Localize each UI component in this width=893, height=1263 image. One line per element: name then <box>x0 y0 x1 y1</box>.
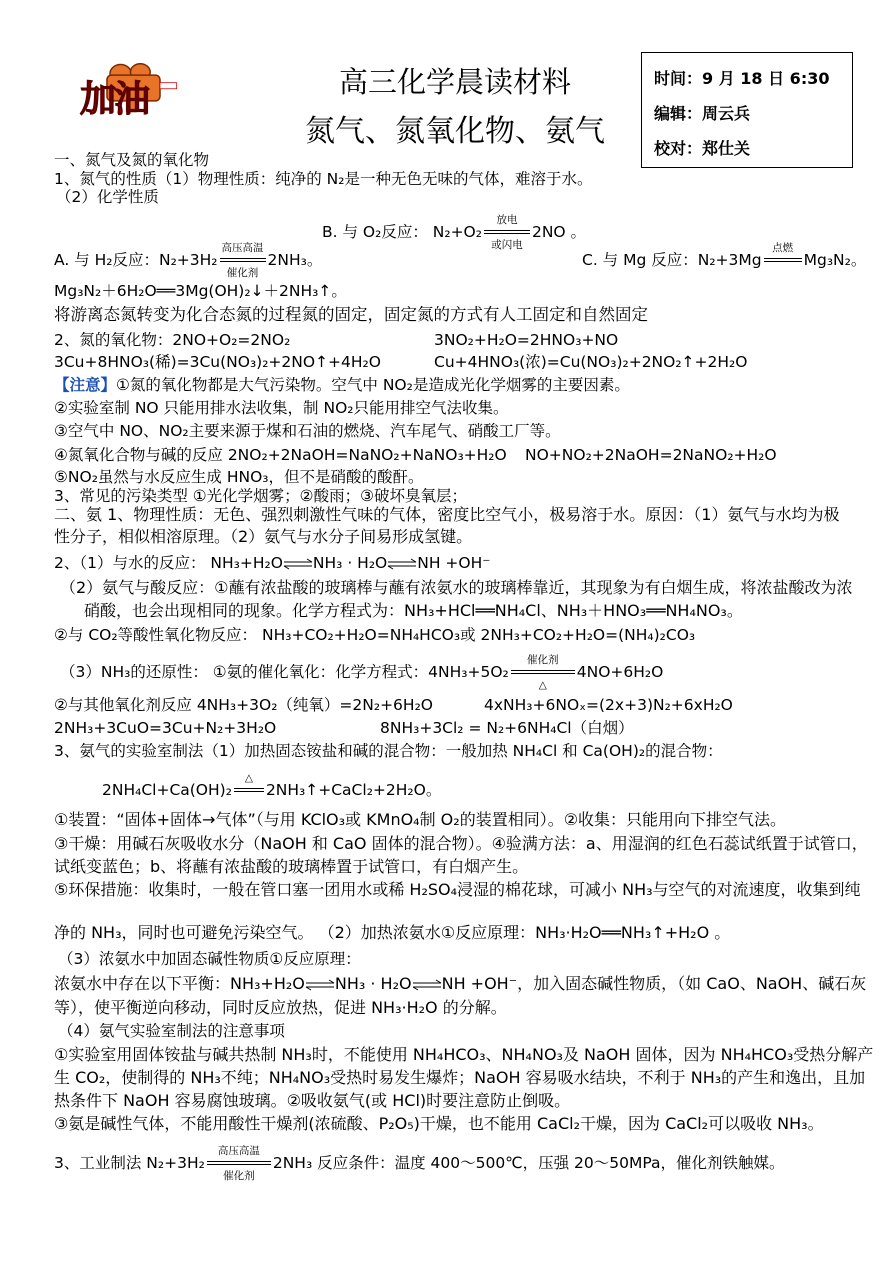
text-line: 试纸变蓝色；b、将蘸有浓盐酸的玻璃棒置于试管口，有白烟产生。 <box>54 857 529 876</box>
text-line: 生 CO₂，使制得的 NH₃不纯；NH₄NO₃受热时易发生爆炸；NaOH 容易吸水结块，不利于 NH₃的产生和逸出，且加 <box>54 1068 866 1087</box>
equation-line: 3Cu+8HNO₃(稀)=3Cu(NO₃)₂+2NO↑+4H₂O <box>54 353 381 371</box>
text-line: ②与 CO₂等酸性氧化物反应： NH₃+CO₂+H₂O=NH₄HCO₃或 2NH₃+CO₂+H₂O=(NH₄)₂CO₃ <box>54 626 696 644</box>
section-heading-2: 二、氨 1、物理性质：无色、强烈刺激性气味的气体，密度比空气小，极易溶于水。原因：（1）氨气与水均为极 <box>54 505 840 524</box>
info-box <box>641 52 853 168</box>
text-line: （3）浓氨水中加固态碱性物质①反应原理： <box>58 950 361 968</box>
text-line: 3、氨气的实验室制法（1）加热固态铵盐和碱的混合物：一般加热 NH₄Cl 和 Ca(OH)₂的混合物： <box>54 742 723 760</box>
condition-arrow: 点燃 <box>764 251 802 271</box>
text-line: （2）化学性质 <box>56 188 159 206</box>
text-line: （2）氨气与酸反应：①蘸有浓盐酸的玻璃棒与蘸有浓氨水的玻璃棒靠近，其现象为有白烟生成，将浓盐酸改为浓 <box>60 578 853 597</box>
equation-line: 3、工业制法 N₂+3H₂ 高压高温 催化剂 2NH₃ 反应条件：温度 400～500℃，压强 20～50MPa，催化剂铁触媒。 <box>54 1144 785 1182</box>
text-line: 等），使平衡逆向移动，同时反应放热，促进 NH₃·H₂O 的分解。 <box>54 998 507 1017</box>
equation-line: （3）NH₃的还原性： ①氨的催化氧化：化学方程式：4NH₃+5O₂ 催化剂 △ 4NO+6H₂O <box>60 653 664 691</box>
equilibrium-arrow <box>412 979 442 991</box>
text-line: ③干燥：用碱石灰吸收水分（NaOH 和 CaO 固体的混合物）。④验满方法：a、用湿润的红色石蕊试纸置于试管口， <box>54 834 868 853</box>
logo-text: 加油 <box>80 79 149 120</box>
note-label: 【注意】 <box>54 376 117 394</box>
equation-line: 浓氨水中存在以下平衡：NH₃+H₂O NH₃ · H₂O NH +OH⁻，加入固态碱性物质，（如 CaO、NaOH、碱石灰 <box>54 974 867 993</box>
text-line: ③氨是碱性气体，不能用酸性干燥剂(浓硫酸、P₂O₅)干燥，也不能用 CaCl₂干燥，因为 CaCl₂可以吸收 NH₃。 <box>54 1114 824 1133</box>
page-title: 高三化学晨读材料 <box>338 65 571 99</box>
info-editor: 编辑：周云兵 <box>654 104 751 123</box>
equation-line: Mg₃N₂＋6H₂O══3Mg(OH)₂↓＋2NH₃↑。 <box>54 282 347 300</box>
text-line: 硝酸，也会出现相同的现象。化学方程式为：NH₃+HCl══NH₄Cl、NH₃＋HNO₃══NH₄NO₃。 <box>84 601 743 620</box>
equation-line: 8NH₃+3Cl₂ = N₂+6NH₄Cl（白烟） <box>380 719 634 737</box>
equilibrium-arrow <box>387 558 417 570</box>
info-proofreader: 校对：郑仕关 <box>654 139 751 158</box>
text-line: ②与其他氧化剂反应 4NH₃+3O₂（纯氧）=2N₂+6H₂O <box>54 696 433 714</box>
equation-line: 2、氮的氧化物：2NO+O₂=2NO₂ <box>54 331 291 349</box>
equilibrium-arrow <box>283 558 313 570</box>
text-line: ⑤环保措施：收集时，一般在管口塞一团用水或稀 H₂SO₄浸湿的棉花球，可减小 NH₃与空气的对流速度，收集到纯 <box>54 880 861 899</box>
condition-arrow: 放电 或闪电 <box>484 223 530 243</box>
equation-line: 2NH₄Cl+Ca(OH)₂ △ 2NH₃↑+CaCl₂+2H₂O。 <box>102 771 442 799</box>
equation-line: B. 与 O₂反应： N₂+O₂ 放电 或闪电 2NO 。 <box>322 213 587 251</box>
equation-line: A. 与 H₂反应：N₂+3H₂ 高压高温 催化剂 2NH₃。 <box>54 241 323 279</box>
text-line: （4）氨气实验室制法的注意事项 <box>58 1022 285 1040</box>
equation-line: 4xNH₃+6NOₓ=(2x+3)N₂+6xH₂O <box>484 696 733 714</box>
text-line: ①装置：“固体+固体→气体”（与用 KClO₃或 KMnO₄制 O₂的装置相同）。②收集：只能用向下排空气法。 <box>54 810 787 829</box>
condition-arrow: △ <box>234 781 264 801</box>
text-line: ④氮氧化合物与碱的反应 2NO₂+2NaOH=NaNO₂+NaNO₃+H₂O <box>54 446 507 464</box>
equation-line: 2NH₃+3CuO=3Cu+N₂+3H₂O <box>54 719 277 737</box>
equation-line: 3NO₂+H₂O=2HNO₃+NO <box>434 331 619 349</box>
section-heading-1: 一、氮气及氮的氧化物 <box>54 151 210 169</box>
equation-line: Cu+4HNO₃(浓)=Cu(NO₃)₂+2NO₂↑+2H₂O <box>434 353 748 371</box>
text-line: ③空气中 NO、NO₂主要来源于煤和石油的燃烧、汽车尾气、硝酸工厂等。 <box>54 422 561 440</box>
text-line: ②实验室制 NO 只能用排水法收集，制 NO₂只能用排空气法收集。 <box>54 399 509 417</box>
text-line: 净的 NH₃，同时也可避免污染空气。 （2）加热浓氨水①反应原理：NH₃·H₂O══NH₃↑+H₂O 。 <box>54 923 731 942</box>
info-time: 时间：9 月 18 日 6:30 <box>654 69 830 88</box>
equation-line: 2、（1）与水的反应： NH₃+H₂O NH₃ · H₂O NH +OH⁻ <box>54 554 491 572</box>
text-line: 3、常见的污染类型 ①光化学烟雾；②酸雨；③破坏臭氧层； <box>54 487 467 505</box>
note-line: 【注意】①氮的氧化物都是大气污染物。空气中 NO₂是造成光化学烟雾的主要因素。 <box>54 376 630 394</box>
condition-arrow: 高压高温 催化剂 <box>207 1154 271 1174</box>
text-line: ⑤NO₂虽然与水反应生成 HNO₃，但不是硝酸的酸酐。 <box>54 468 424 486</box>
equation-line: NO+NO₂+2NaOH=2NaNO₂+H₂O <box>525 446 777 464</box>
text-line: 将游离态氮转变为化合态氮的过程氮的固定，固定氮的方式有人工固定和自然固定 <box>54 305 648 324</box>
jiayou-logo <box>76 63 194 129</box>
text-line: ①实验室用固体铵盐与碱共热制 NH₃时，不能使用 NH₄HCO₃、NH₄NO₃及 NaOH 固体，因为 NH₄HCO₃受热分解产 <box>54 1045 874 1064</box>
text-line: 性分子，相似相溶原理。（2）氨气与水分子间易形成氢键。 <box>54 527 473 546</box>
text-line: 1、氮气的性质（1）物理性质：纯净的 N₂是一种无色无味的气体，难溶于水。 <box>54 170 593 188</box>
condition-arrow: 催化剂 △ <box>511 663 575 683</box>
condition-arrow: 高压高温 催化剂 <box>221 241 264 279</box>
equilibrium-arrow <box>305 979 335 991</box>
text-line: 热条件下 NaOH 容易腐蚀玻璃。②吸收氨气(或 HCl)时要注意防止倒吸。 <box>54 1091 571 1110</box>
equation-line: C. 与 Mg 反应：N₂+3Mg 点燃 Mg₃N₂。 <box>582 241 867 269</box>
page-subtitle: 氮气、氮氧化物、氨气 <box>305 114 605 149</box>
